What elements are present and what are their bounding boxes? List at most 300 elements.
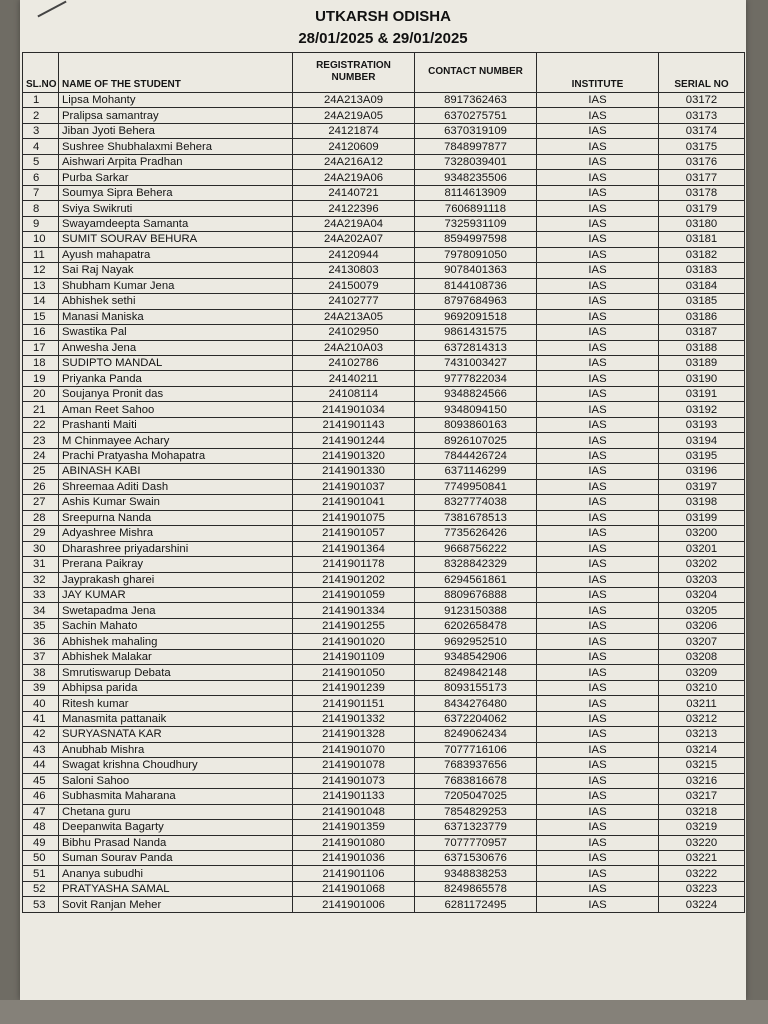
cell-registration-number: 24120609 [293,139,415,154]
cell-registration-number: 2141901151 [293,696,415,711]
cell-contact-number: 7848997877 [415,139,537,154]
table-row [23,526,745,541]
cell-sl-no: 44 [23,758,59,773]
cell-student-name: Abhishek Malakar [59,649,293,664]
cell-student-name: SUMIT SOURAV BEHURA [59,232,293,247]
cell-registration-number: 2141901364 [293,541,415,556]
cell-sl-no: 40 [23,696,59,711]
cell-institute: IAS [537,804,659,819]
cell-contact-number: 8434276480 [415,696,537,711]
cell-serial-no: 03188 [659,340,745,355]
sheet-title: UTKARSH ODISHA [315,8,451,25]
table-row [23,541,745,556]
cell-serial-no: 03199 [659,510,745,525]
cell-contact-number: 8093860163 [415,417,537,432]
cell-sl-no: 24 [23,448,59,463]
cell-student-name: Swastika Pal [59,325,293,340]
cell-registration-number: 24121874 [293,123,415,138]
cell-sl-no: 32 [23,572,59,587]
cell-contact-number: 8249865578 [415,881,537,896]
cell-registration-number: 24A202A07 [293,232,415,247]
cell-sl-no: 48 [23,820,59,835]
cell-serial-no: 03213 [659,727,745,742]
cell-serial-no: 03196 [659,464,745,479]
table-row [23,185,745,200]
cell-sl-no: 20 [23,386,59,401]
cell-registration-number: 2141901041 [293,495,415,510]
table-row [23,294,745,309]
cell-institute: IAS [537,603,659,618]
cell-contact-number: 9123150388 [415,603,537,618]
cell-institute: IAS [537,649,659,664]
cell-institute: IAS [537,696,659,711]
cell-student-name: Manasmita pattanaik [59,711,293,726]
cell-institute: IAS [537,201,659,216]
cell-student-name: Subhasmita Maharana [59,789,293,804]
table-row [23,680,745,695]
cell-sl-no: 8 [23,201,59,216]
table-row [23,433,745,448]
cell-registration-number: 2141901178 [293,557,415,572]
cell-sl-no: 50 [23,850,59,865]
table-row [23,417,745,432]
cell-student-name: Ritesh kumar [59,696,293,711]
cell-serial-no: 03218 [659,804,745,819]
cell-registration-number: 2141901020 [293,634,415,649]
table-row [23,340,745,355]
cell-contact-number: 6371530676 [415,850,537,865]
cell-institute: IAS [537,278,659,293]
cell-institute: IAS [537,479,659,494]
cell-registration-number: 2141901073 [293,773,415,788]
cell-institute: IAS [537,588,659,603]
cell-sl-no: 25 [23,464,59,479]
cell-sl-no: 41 [23,711,59,726]
cell-serial-no: 03177 [659,170,745,185]
cell-institute: IAS [537,820,659,835]
cell-sl-no: 22 [23,417,59,432]
cell-sl-no: 47 [23,804,59,819]
cell-sl-no: 45 [23,773,59,788]
cell-sl-no: 11 [23,247,59,262]
table-row [23,93,745,108]
cell-student-name: M Chinmayee Achary [59,433,293,448]
cell-serial-no: 03203 [659,572,745,587]
cell-serial-no: 03212 [659,711,745,726]
cell-contact-number: 8926107025 [415,433,537,448]
cell-registration-number: 2141901109 [293,649,415,664]
cell-sl-no: 53 [23,897,59,912]
cell-sl-no: 29 [23,526,59,541]
cell-institute: IAS [537,371,659,386]
cell-institute: IAS [537,495,659,510]
cell-institute: IAS [537,773,659,788]
cell-student-name: Swetapadma Jena [59,603,293,618]
table-row [23,448,745,463]
cell-sl-no: 52 [23,881,59,896]
cell-sl-no: 7 [23,185,59,200]
col-contact-header: CONTACT NUMBER [415,53,537,93]
cell-serial-no: 03202 [659,557,745,572]
cell-student-name: Chetana guru [59,804,293,819]
cell-registration-number: 2141901244 [293,433,415,448]
cell-sl-no: 34 [23,603,59,618]
cell-registration-number: 24A219A06 [293,170,415,185]
cell-contact-number: 6372204062 [415,711,537,726]
table-row [23,402,745,417]
cell-institute: IAS [537,711,659,726]
cell-contact-number: 6371323779 [415,820,537,835]
cell-institute: IAS [537,897,659,912]
cell-contact-number: 7077770957 [415,835,537,850]
cell-student-name: Ananya subudhi [59,866,293,881]
cell-sl-no: 35 [23,618,59,633]
cell-student-name: Soujanya Pronit das [59,386,293,401]
cell-institute: IAS [537,433,659,448]
cell-sl-no: 9 [23,216,59,231]
cell-sl-no: 4 [23,139,59,154]
table-row [23,634,745,649]
cell-serial-no: 03186 [659,309,745,324]
cell-institute: IAS [537,510,659,525]
cell-serial-no: 03206 [659,618,745,633]
cell-student-name: Ashis Kumar Swain [59,495,293,510]
table-row [23,232,745,247]
cell-sl-no: 39 [23,680,59,695]
cell-serial-no: 03192 [659,402,745,417]
cell-contact-number: 9861431575 [415,325,537,340]
cell-registration-number: 24122396 [293,201,415,216]
cell-registration-number: 2141901359 [293,820,415,835]
cell-serial-no: 03182 [659,247,745,262]
cell-institute: IAS [537,294,659,309]
table-row [23,881,745,896]
cell-sl-no: 26 [23,479,59,494]
cell-institute: IAS [537,247,659,262]
cell-contact-number: 8797684963 [415,294,537,309]
cell-registration-number: 2141901080 [293,835,415,850]
cell-student-name: Abhishek sethi [59,294,293,309]
cell-serial-no: 03211 [659,696,745,711]
background-surface [0,1000,768,1024]
cell-contact-number: 7431003427 [415,355,537,370]
cell-sl-no: 18 [23,355,59,370]
table-header-row [23,53,745,93]
cell-registration-number: 2141901059 [293,588,415,603]
cell-institute: IAS [537,123,659,138]
cell-student-name: Purba Sarkar [59,170,293,185]
cell-registration-number: 2141901068 [293,881,415,896]
cell-institute: IAS [537,557,659,572]
cell-registration-number: 2141901143 [293,417,415,432]
cell-student-name: Prashanti Maiti [59,417,293,432]
cell-serial-no: 03221 [659,850,745,865]
table-row [23,727,745,742]
cell-contact-number: 7328039401 [415,154,537,169]
cell-sl-no: 12 [23,263,59,278]
cell-sl-no: 15 [23,309,59,324]
cell-contact-number: 8809676888 [415,588,537,603]
cell-serial-no: 03190 [659,371,745,386]
student-list-sheet [20,0,746,1000]
table-row [23,216,745,231]
table-row [23,696,745,711]
cell-institute: IAS [537,325,659,340]
cell-serial-no: 03198 [659,495,745,510]
cell-registration-number: 24A219A04 [293,216,415,231]
cell-institute: IAS [537,402,659,417]
cell-student-name: PRATYASHA SAMAL [59,881,293,896]
cell-sl-no: 31 [23,557,59,572]
cell-contact-number: 7844426724 [415,448,537,463]
cell-contact-number: 6371146299 [415,464,537,479]
cell-sl-no: 49 [23,835,59,850]
cell-contact-number: 9078401363 [415,263,537,278]
cell-sl-no: 14 [23,294,59,309]
cell-institute: IAS [537,618,659,633]
cell-registration-number: 24A219A05 [293,108,415,123]
cell-serial-no: 03173 [659,108,745,123]
cell-contact-number: 8114613909 [415,185,537,200]
cell-contact-number: 7683937656 [415,758,537,773]
cell-student-name: Anubhab Mishra [59,742,293,757]
cell-institute: IAS [537,448,659,463]
cell-student-name: Saloni Sahoo [59,773,293,788]
cell-student-name: Smrutiswarup Debata [59,665,293,680]
cell-sl-no: 1 [23,93,59,108]
cell-student-name: Lipsa Mohanty [59,93,293,108]
cell-student-name: Shreemaa Aditi Dash [59,479,293,494]
cell-institute: IAS [537,634,659,649]
cell-contact-number: 8594997598 [415,232,537,247]
cell-registration-number: 2141901050 [293,665,415,680]
cell-registration-number: 2141901255 [293,618,415,633]
cell-student-name: Sviya Swikruti [59,201,293,216]
cell-registration-number: 24A216A12 [293,154,415,169]
cell-institute: IAS [537,541,659,556]
cell-institute: IAS [537,758,659,773]
cell-contact-number: 9348824566 [415,386,537,401]
cell-contact-number: 6370275751 [415,108,537,123]
cell-institute: IAS [537,572,659,587]
cell-registration-number: 2141901239 [293,680,415,695]
table-row [23,139,745,154]
cell-institute: IAS [537,727,659,742]
cell-contact-number: 9668756222 [415,541,537,556]
cell-contact-number: 6294561861 [415,572,537,587]
cell-registration-number: 2141901078 [293,758,415,773]
cell-contact-number: 7735626426 [415,526,537,541]
table-row [23,108,745,123]
cell-contact-number: 6372814313 [415,340,537,355]
cell-sl-no: 37 [23,649,59,664]
table-row [23,897,745,912]
cell-institute: IAS [537,850,659,865]
cell-contact-number: 7749950841 [415,479,537,494]
cell-student-name: Sreepurna Nanda [59,510,293,525]
cell-contact-number: 8917362463 [415,93,537,108]
cell-institute: IAS [537,93,659,108]
cell-institute: IAS [537,340,659,355]
cell-registration-number: 2141901320 [293,448,415,463]
cell-student-name: SURYASNATA KAR [59,727,293,742]
table-row [23,247,745,262]
cell-serial-no: 03204 [659,588,745,603]
cell-student-name: Abhipsa parida [59,680,293,695]
table-row [23,835,745,850]
table-row [23,711,745,726]
cell-contact-number: 7325931109 [415,216,537,231]
cell-registration-number: 24130803 [293,263,415,278]
cell-institute: IAS [537,216,659,231]
cell-student-name: Swagat krishna Choudhury [59,758,293,773]
col-institute-header: INSTITUTE [537,53,659,93]
table-row [23,789,745,804]
cell-registration-number: 24120944 [293,247,415,262]
col-serial-header: SERIAL NO [659,53,745,93]
cell-institute: IAS [537,789,659,804]
cell-serial-no: 03214 [659,742,745,757]
cell-contact-number: 6281172495 [415,897,537,912]
cell-serial-no: 03215 [659,758,745,773]
cell-contact-number: 9777822034 [415,371,537,386]
cell-sl-no: 19 [23,371,59,386]
cell-contact-number: 9348094150 [415,402,537,417]
table-row [23,742,745,757]
cell-registration-number: 24140721 [293,185,415,200]
cell-institute: IAS [537,386,659,401]
cell-contact-number: 7683816678 [415,773,537,788]
cell-contact-number: 7978091050 [415,247,537,262]
cell-sl-no: 30 [23,541,59,556]
cell-contact-number: 6370319109 [415,123,537,138]
table-row [23,479,745,494]
cell-contact-number: 9348838253 [415,866,537,881]
cell-sl-no: 51 [23,866,59,881]
table-row [23,758,745,773]
cell-sl-no: 2 [23,108,59,123]
cell-student-name: Sushree Shubhalaxmi Behera [59,139,293,154]
cell-student-name: Aishwari Arpita Pradhan [59,154,293,169]
cell-serial-no: 03201 [659,541,745,556]
table-row [23,665,745,680]
cell-student-name: Pralipsa samantray [59,108,293,123]
cell-serial-no: 03216 [659,773,745,788]
cell-student-name: Sachin Mahato [59,618,293,633]
cell-registration-number: 24102786 [293,355,415,370]
cell-student-name: Prachi Pratyasha Mohapatra [59,448,293,463]
cell-institute: IAS [537,309,659,324]
cell-registration-number: 2141901057 [293,526,415,541]
cell-serial-no: 03175 [659,139,745,154]
cell-serial-no: 03183 [659,263,745,278]
cell-sl-no: 17 [23,340,59,355]
cell-registration-number: 24108114 [293,386,415,401]
cell-contact-number: 8328842329 [415,557,537,572]
cell-sl-no: 38 [23,665,59,680]
cell-serial-no: 03197 [659,479,745,494]
cell-student-name: Deepanwita Bagarty [59,820,293,835]
cell-student-name: Ayush mahapatra [59,247,293,262]
cell-registration-number: 2141901070 [293,742,415,757]
cell-serial-no: 03194 [659,433,745,448]
cell-sl-no: 36 [23,634,59,649]
cell-sl-no: 6 [23,170,59,185]
cell-serial-no: 03223 [659,881,745,896]
cell-institute: IAS [537,742,659,757]
col-name-header: NAME OF THE STUDENT [59,53,293,93]
cell-contact-number: 7381678513 [415,510,537,525]
cell-contact-number: 7854829253 [415,804,537,819]
cell-serial-no: 03174 [659,123,745,138]
cell-sl-no: 13 [23,278,59,293]
cell-student-name: Abhishek mahaling [59,634,293,649]
cell-sl-no: 43 [23,742,59,757]
cell-registration-number: 2141901075 [293,510,415,525]
table-row [23,773,745,788]
cell-student-name: Soumya Sipra Behera [59,185,293,200]
cell-sl-no: 10 [23,232,59,247]
table-row [23,572,745,587]
cell-registration-number: 2141901037 [293,479,415,494]
cell-sl-no: 21 [23,402,59,417]
cell-student-name: Dharashree priyadarshini [59,541,293,556]
sheet-dates: 28/01/2025 & 29/01/2025 [298,30,468,47]
cell-student-name: Priyanka Panda [59,371,293,386]
cell-contact-number: 8327774038 [415,495,537,510]
cell-student-name: Sovit Ranjan Meher [59,897,293,912]
cell-registration-number: 2141901334 [293,603,415,618]
cell-student-name: Bibhu Prasad Nanda [59,835,293,850]
cell-serial-no: 03210 [659,680,745,695]
cell-serial-no: 03184 [659,278,745,293]
table-row [23,278,745,293]
cell-serial-no: 03176 [659,154,745,169]
cell-contact-number: 8144108736 [415,278,537,293]
cell-sl-no: 27 [23,495,59,510]
cell-student-name: ABINASH KABI [59,464,293,479]
cell-student-name: JAY KUMAR [59,588,293,603]
cell-serial-no: 03195 [659,448,745,463]
cell-serial-no: 03187 [659,325,745,340]
cell-sl-no: 42 [23,727,59,742]
table-row [23,603,745,618]
cell-contact-number: 9692952510 [415,634,537,649]
table-row [23,170,745,185]
cell-institute: IAS [537,881,659,896]
cell-serial-no: 03193 [659,417,745,432]
cell-institute: IAS [537,835,659,850]
cell-student-name: Swayamdeepta Samanta [59,216,293,231]
cell-registration-number: 2141901036 [293,850,415,865]
cell-serial-no: 03208 [659,649,745,664]
cell-sl-no: 3 [23,123,59,138]
cell-registration-number: 24102777 [293,294,415,309]
cell-contact-number: 9348235506 [415,170,537,185]
cell-registration-number: 2141901332 [293,711,415,726]
cell-institute: IAS [537,185,659,200]
cell-student-name: Suman Sourav Panda [59,850,293,865]
cell-sl-no: 33 [23,588,59,603]
cell-registration-number: 2141901133 [293,789,415,804]
cell-contact-number: 8093155173 [415,680,537,695]
cell-contact-number: 6202658478 [415,618,537,633]
cell-registration-number: 24A213A05 [293,309,415,324]
cell-contact-number: 9348542906 [415,649,537,664]
cell-student-name: Sai Raj Nayak [59,263,293,278]
cell-student-name: Anwesha Jena [59,340,293,355]
cell-contact-number: 8249842148 [415,665,537,680]
